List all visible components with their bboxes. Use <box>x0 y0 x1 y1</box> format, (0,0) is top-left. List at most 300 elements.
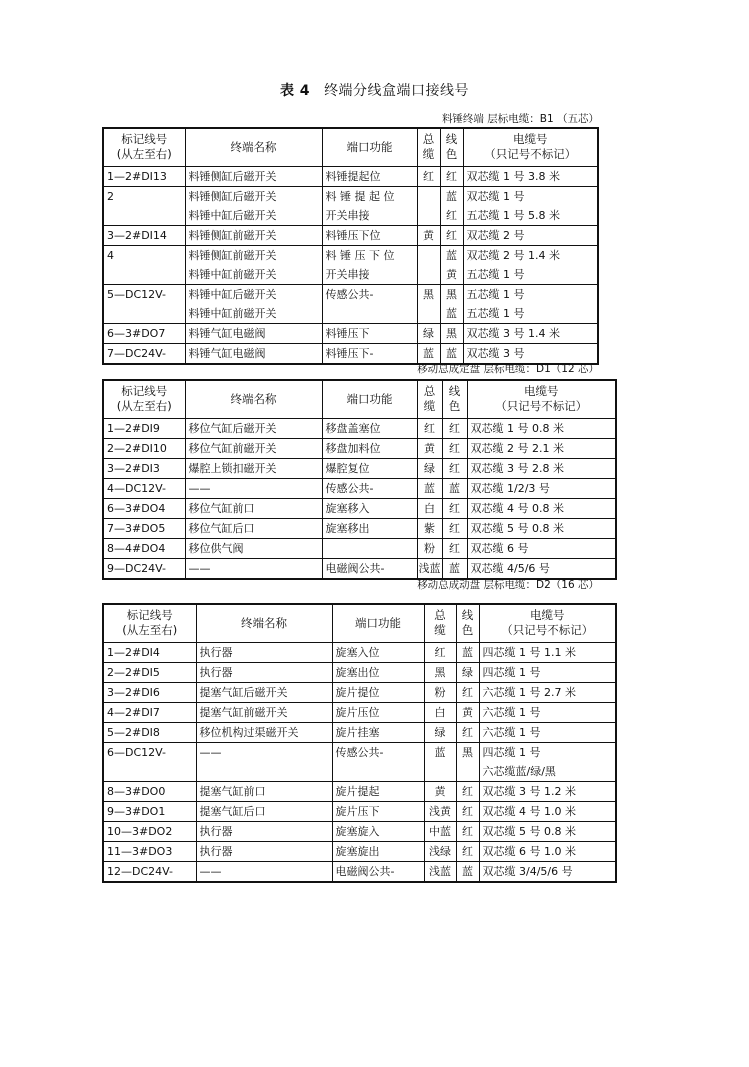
port-function-cell <box>322 225 417 245</box>
table-row <box>103 438 616 458</box>
cell-text: 浅绿 <box>429 844 451 858</box>
cell-text: 红 <box>449 501 460 515</box>
terminal-name-cell <box>185 284 322 323</box>
mark-cell <box>103 245 185 284</box>
table-row <box>103 801 616 821</box>
cell-text <box>326 304 414 323</box>
header-terminal-name: 终端名称 <box>185 380 322 418</box>
cell-text: 7—DC24V- <box>107 346 166 360</box>
header-mark: 标记线号 (从左至右) <box>103 604 196 642</box>
cable-number-cell <box>467 418 616 438</box>
header-wire-color: 线 色 <box>456 604 479 642</box>
cell-text: 爆腔复位 <box>325 461 370 475</box>
port-function-cell <box>332 642 424 662</box>
port-function-cell <box>332 821 424 841</box>
cell-text: 六芯缆 1 号 2.7 米 <box>482 685 576 699</box>
mark-cell <box>103 498 185 518</box>
cell-text: 2 <box>107 189 114 203</box>
port-function-cell <box>322 186 417 225</box>
total-cable-cell <box>424 682 456 702</box>
cell-text: 移位气缸后磁开关 <box>188 421 277 435</box>
total-cable-cell <box>424 722 456 742</box>
header-cable-number: 电缆号 （只记号不标记） <box>463 128 598 166</box>
total-cable-cell <box>417 558 442 579</box>
cell-text: 料锤压下位 <box>325 228 381 242</box>
cell-text: 爆腔上锁扣磁开关 <box>188 461 277 475</box>
terminal-name-cell <box>185 558 322 579</box>
wire-color-cell <box>456 682 479 702</box>
table-header-row <box>103 380 616 418</box>
port-function-cell <box>322 438 417 458</box>
cell-text: 四芯缆 1 号 1.1 米 <box>482 645 576 659</box>
cell-text: 双芯缆 5 号 0.8 米 <box>470 521 564 535</box>
mark-cell <box>103 821 196 841</box>
cable-number-cell <box>467 558 616 579</box>
table-row <box>103 722 616 742</box>
cell-text: 粉 <box>424 541 435 555</box>
mark-cell <box>103 702 196 722</box>
table-row <box>103 186 598 225</box>
cell-text: 执行器 <box>199 824 233 838</box>
terminal-name-cell <box>185 538 322 558</box>
mark-cell <box>103 186 185 225</box>
cell-text: 中蓝 <box>429 824 451 838</box>
cable-number-cell <box>463 186 598 225</box>
terminal-name-cell <box>196 861 332 882</box>
table-row <box>103 498 616 518</box>
mark-cell <box>103 558 185 579</box>
cell-text: 五芯缆 1 号 <box>466 306 525 320</box>
cable-number-cell <box>479 861 616 882</box>
table-title: 终端分线盒端口接线号 <box>324 83 470 99</box>
cable-number-cell <box>467 538 616 558</box>
cable-number-cell <box>467 518 616 538</box>
mark-cell <box>103 284 185 323</box>
cell-text: 旋片压位 <box>335 705 380 719</box>
cable-number-cell <box>479 722 616 742</box>
cable-number-cell <box>463 245 598 284</box>
cell-text: 料锤中缸前磁开关 <box>188 306 277 320</box>
cell-text: 1—2#DI13 <box>107 169 167 183</box>
cell-text: 六芯缆 1 号 <box>482 725 541 739</box>
total-cable-cell <box>417 478 442 498</box>
terminal-name-cell <box>185 418 322 438</box>
cell-text: 绿 <box>424 461 435 475</box>
cell-text: 传感公共- <box>325 287 374 301</box>
cell-text: 黄 <box>446 267 457 281</box>
wire-color-cell <box>442 478 467 498</box>
cell-text: 12—DC24V- <box>107 864 173 878</box>
wire-color-cell <box>440 166 463 186</box>
cell-text: 双芯缆 3 号 1.2 米 <box>482 784 576 798</box>
cell-text: 双芯缆 3 号 2.8 米 <box>470 461 564 475</box>
port-function-cell <box>332 702 424 722</box>
port-function-cell <box>332 742 424 781</box>
wire-color-cell <box>456 642 479 662</box>
wire-color-cell <box>442 498 467 518</box>
cell-text: 绿 <box>423 326 434 340</box>
wire-color-cell <box>456 801 479 821</box>
terminal-name-cell <box>196 642 332 662</box>
cell-text: 红 <box>462 844 473 858</box>
cell-text: 红 <box>462 784 473 798</box>
table-row <box>103 245 598 284</box>
cell-text: 黄 <box>424 441 435 455</box>
total-cable-cell <box>417 458 442 478</box>
cell-text: 9—3#DO1 <box>107 804 166 818</box>
cell-text: 红 <box>446 208 457 222</box>
total-cable-cell <box>417 284 440 323</box>
wire-color-cell <box>442 558 467 579</box>
terminal-name-cell <box>185 478 322 498</box>
cell-text: 浅蓝 <box>429 864 451 878</box>
cell-text: 红 <box>446 228 457 242</box>
table-row <box>103 821 616 841</box>
mark-cell <box>103 538 185 558</box>
cell-text: 红 <box>462 725 473 739</box>
terminal-name-cell <box>196 662 332 682</box>
cell-text: 双芯缆 1/2/3 号 <box>470 481 550 495</box>
cable-number-cell <box>479 642 616 662</box>
page-title <box>0 80 749 100</box>
table-number: 表 4 <box>279 83 311 99</box>
terminal-name-cell <box>196 821 332 841</box>
total-cable-cell <box>417 418 442 438</box>
cell-text: 粉 <box>434 685 446 699</box>
header-wire-color: 线 色 <box>442 380 467 418</box>
total-cable-cell <box>424 781 456 801</box>
wiring-table-b1 <box>102 127 599 365</box>
wire-color-cell <box>440 186 463 225</box>
cell-text: 红 <box>449 461 460 475</box>
terminal-name-cell <box>185 166 322 186</box>
total-cable-cell <box>417 343 440 364</box>
cable-number-cell <box>479 781 616 801</box>
cell-text: 电磁阀公共- <box>325 561 385 575</box>
port-function-cell <box>322 343 417 364</box>
wire-color-cell <box>442 538 467 558</box>
cell-text: 执行器 <box>199 665 233 679</box>
cell-text: 料 锤 提 起 位 <box>325 189 395 203</box>
port-function-cell <box>322 458 417 478</box>
port-function-cell <box>322 284 417 323</box>
cell-text: 双芯缆 4/5/6 号 <box>470 561 550 575</box>
cell-text <box>107 265 182 284</box>
cell-text: 双芯缆 5 号 0.8 米 <box>482 824 576 838</box>
total-cable-cell <box>417 186 440 225</box>
cell-text: 8—3#DO0 <box>107 784 166 798</box>
cell-text: 紫 <box>424 521 435 535</box>
cell-text: 黄 <box>434 784 446 798</box>
cell-text: 旋塞移出 <box>325 521 370 535</box>
cell-text <box>418 304 440 323</box>
cell-text: 红 <box>449 521 460 535</box>
cell-text: 白 <box>424 501 435 515</box>
cell-text: 料锤侧缸后磁开关 <box>188 169 277 183</box>
cell-text: 黑 <box>446 287 457 301</box>
port-function-cell <box>322 498 417 518</box>
cell-text: 9—DC24V- <box>107 561 166 575</box>
cable-number-cell <box>467 478 616 498</box>
cell-text: 5—2#DI8 <box>107 725 160 739</box>
cell-text: 蓝 <box>446 248 457 262</box>
caption-b1: 料锤终端 层标电缆：B1 （五芯） <box>441 113 599 125</box>
cell-text <box>418 265 440 284</box>
cell-text: 提塞气缸前口 <box>199 784 266 798</box>
cell-text: 红 <box>449 541 460 555</box>
wire-color-cell <box>440 343 463 364</box>
cell-text: 6—DC12V- <box>107 745 166 759</box>
header-cable-number: 电缆号 （只记号不标记） <box>479 604 616 642</box>
table-row <box>103 323 598 343</box>
header-mark: 标记线号 (从左至右) <box>103 380 185 418</box>
total-cable-cell <box>417 323 440 343</box>
mark-cell <box>103 518 185 538</box>
cell-text <box>326 539 414 558</box>
cell-text: 10—3#DO2 <box>107 824 173 838</box>
cell-text: —— <box>188 481 211 495</box>
cell-text <box>336 762 421 781</box>
cell-text: 双芯缆 1 号 0.8 米 <box>470 421 564 435</box>
cable-number-cell <box>463 225 598 245</box>
cell-text: 旋塞旋入 <box>335 824 380 838</box>
wire-color-cell <box>456 722 479 742</box>
mark-cell <box>103 438 185 458</box>
terminal-name-cell <box>185 518 322 538</box>
mark-cell <box>103 642 196 662</box>
cable-number-cell <box>479 702 616 722</box>
cell-text: 黑 <box>434 665 446 679</box>
cable-number-cell <box>467 458 616 478</box>
terminal-name-cell <box>185 225 322 245</box>
table-header-row <box>103 128 598 166</box>
cell-text: 执行器 <box>199 844 233 858</box>
cell-text: 浅黄 <box>429 804 451 818</box>
header-total-cable: 总 缆 <box>424 604 456 642</box>
cell-text: 蓝 <box>446 346 457 360</box>
cell-text: 5—DC12V- <box>107 287 166 301</box>
cell-text: 移位气缸前磁开关 <box>188 441 277 455</box>
total-cable-cell <box>417 538 442 558</box>
cell-text: 11—3#DO3 <box>107 844 173 858</box>
terminal-name-cell <box>196 702 332 722</box>
cell-text: 7—3#DO5 <box>107 521 166 535</box>
cell-text: 开关串接 <box>325 267 370 281</box>
cell-text: 旋片挂塞 <box>335 725 380 739</box>
table-row <box>103 682 616 702</box>
wire-color-cell <box>442 418 467 438</box>
wiring-table-d2 <box>102 603 617 883</box>
cell-text: 六芯缆蓝/绿/黑 <box>482 764 556 778</box>
total-cable-cell <box>424 642 456 662</box>
cell-text: 双芯缆 4 号 1.0 米 <box>482 804 576 818</box>
cell-text: 料锤侧缸前磁开关 <box>188 228 277 242</box>
terminal-name-cell <box>196 801 332 821</box>
cell-text: 料锤中缸后磁开关 <box>188 208 277 222</box>
port-function-cell <box>332 841 424 861</box>
cell-text: 双芯缆 2 号 2.1 米 <box>470 441 564 455</box>
port-function-cell <box>322 323 417 343</box>
table-row <box>103 558 616 579</box>
header-mark: 标记线号 (从左至右) <box>103 128 185 166</box>
cell-text: 移位机构过渠磁开关 <box>199 725 299 739</box>
cell-text: 蓝 <box>446 306 457 320</box>
total-cable-cell <box>417 245 440 284</box>
wire-color-cell <box>456 742 479 781</box>
total-cable-cell <box>417 498 442 518</box>
caption-d1: 移动总成定盘 层标电缆：D1（12 芯） <box>417 363 599 375</box>
mark-cell <box>103 478 185 498</box>
cell-text <box>418 187 440 206</box>
table-row <box>103 841 616 861</box>
port-function-cell <box>322 538 417 558</box>
port-function-cell <box>322 518 417 538</box>
wire-color-cell <box>456 841 479 861</box>
total-cable-cell <box>417 225 440 245</box>
cell-text: 旋片提位 <box>335 685 380 699</box>
terminal-name-cell <box>185 186 322 225</box>
cell-text: 红 <box>446 169 457 183</box>
cell-text: 四芯缆 1 号 <box>482 665 541 679</box>
cell-text: 蓝 <box>423 346 434 360</box>
header-total-cable: 总 缆 <box>417 380 442 418</box>
cell-text: 白 <box>434 705 446 719</box>
mark-cell <box>103 323 185 343</box>
cell-text: 旋塞旋出 <box>335 844 380 858</box>
header-wire-color: 线 色 <box>440 128 463 166</box>
header-port-function: 端口功能 <box>322 128 417 166</box>
cell-text: 提塞气缸后磁开关 <box>199 685 288 699</box>
cell-text: 蓝 <box>434 745 446 759</box>
cell-text: 黑 <box>446 326 457 340</box>
cable-number-cell <box>479 662 616 682</box>
mark-cell <box>103 801 196 821</box>
cell-text: 蓝 <box>446 189 457 203</box>
header-terminal-name: 终端名称 <box>196 604 332 642</box>
header-port-function: 端口功能 <box>332 604 424 642</box>
cell-text: 双芯缆 3 号 <box>466 346 525 360</box>
cell-text: 六芯缆 1 号 <box>482 705 541 719</box>
cell-text <box>107 762 193 781</box>
cell-text <box>200 762 329 781</box>
table-row <box>103 518 616 538</box>
table-row <box>103 478 616 498</box>
terminal-name-cell <box>185 438 322 458</box>
cell-text: 料锤侧缸后磁开关 <box>188 189 277 203</box>
cell-text: 2—2#DI10 <box>107 441 167 455</box>
header-port-function: 端口功能 <box>322 380 417 418</box>
cell-text: 黑 <box>462 745 473 759</box>
cell-text: 双芯缆 2 号 <box>466 228 525 242</box>
cable-number-cell <box>479 742 616 781</box>
cell-text: 料锤压下 <box>325 326 370 340</box>
total-cable-cell <box>424 702 456 722</box>
cell-text: 红 <box>462 824 473 838</box>
mark-cell <box>103 682 196 702</box>
port-function-cell <box>322 166 417 186</box>
cell-text: 料锤气缸电磁阀 <box>188 326 266 340</box>
table-row <box>103 538 616 558</box>
cell-text: 料锤气缸电磁阀 <box>188 346 266 360</box>
port-function-cell <box>332 801 424 821</box>
total-cable-cell <box>417 438 442 458</box>
cell-text: 8—4#DO4 <box>107 541 166 555</box>
cell-text: 2—2#DI5 <box>107 665 160 679</box>
cell-text: 红 <box>423 169 434 183</box>
cell-text: 蓝 <box>449 481 460 495</box>
cell-text: 绿 <box>434 725 446 739</box>
table-row <box>103 781 616 801</box>
cell-text <box>418 246 440 265</box>
cell-text: 提塞气缸前磁开关 <box>199 705 288 719</box>
cell-text: 双芯缆 4 号 0.8 米 <box>470 501 564 515</box>
wire-color-cell <box>442 458 467 478</box>
cable-number-cell <box>479 821 616 841</box>
wire-color-cell <box>456 662 479 682</box>
table-row <box>103 642 616 662</box>
cell-text: 红 <box>462 685 473 699</box>
cell-text: 双芯缆 6 号 <box>470 541 529 555</box>
cell-text: 双芯缆 6 号 1.0 米 <box>482 844 576 858</box>
cell-text: 黄 <box>462 705 473 719</box>
mark-cell <box>103 418 185 438</box>
terminal-name-cell <box>196 722 332 742</box>
terminal-name-cell <box>185 498 322 518</box>
cell-text <box>107 304 182 323</box>
cell-text: 料锤提起位 <box>325 169 381 183</box>
table-row <box>103 662 616 682</box>
cable-number-cell <box>479 682 616 702</box>
cell-text: 移位供气阀 <box>188 541 244 555</box>
cell-text: 传感公共- <box>335 745 384 759</box>
cable-number-cell <box>463 343 598 364</box>
cell-text: 3—2#DI14 <box>107 228 167 242</box>
cell-text: 3—2#DI3 <box>107 461 160 475</box>
cell-text: 双芯缆 2 号 1.4 米 <box>466 248 560 262</box>
mark-cell <box>103 781 196 801</box>
cell-text: 旋片提起 <box>335 784 380 798</box>
cell-text: 旋塞出位 <box>335 665 380 679</box>
cell-text: 移位气缸前口 <box>188 501 255 515</box>
cell-text: 6—3#DO4 <box>107 501 166 515</box>
cell-text: 黑 <box>423 287 434 301</box>
cell-text: 五芯缆 1 号 <box>466 287 525 301</box>
header-terminal-name: 终端名称 <box>185 128 322 166</box>
terminal-name-cell <box>196 781 332 801</box>
mark-cell <box>103 722 196 742</box>
port-function-cell <box>332 682 424 702</box>
port-function-cell <box>322 558 417 579</box>
terminal-name-cell <box>185 245 322 284</box>
cell-text: —— <box>199 864 222 878</box>
terminal-name-cell <box>196 742 332 781</box>
cell-text: 四芯缆 1 号 <box>482 745 541 759</box>
mark-cell <box>103 861 196 882</box>
header-total-cable: 总 缆 <box>417 128 440 166</box>
cell-text: 1—2#DI4 <box>107 645 160 659</box>
cell-text: 红 <box>424 421 435 435</box>
cable-number-cell <box>463 284 598 323</box>
wire-color-cell <box>442 518 467 538</box>
cell-text: 4—2#DI7 <box>107 705 160 719</box>
table-row <box>103 284 598 323</box>
wiring-table-d1 <box>102 379 617 580</box>
cell-text: 五芯缆 1 号 <box>466 267 525 281</box>
cell-text: 旋片压下 <box>335 804 380 818</box>
cell-text: —— <box>199 745 222 759</box>
cell-text: 红 <box>434 645 446 659</box>
table-row <box>103 166 598 186</box>
